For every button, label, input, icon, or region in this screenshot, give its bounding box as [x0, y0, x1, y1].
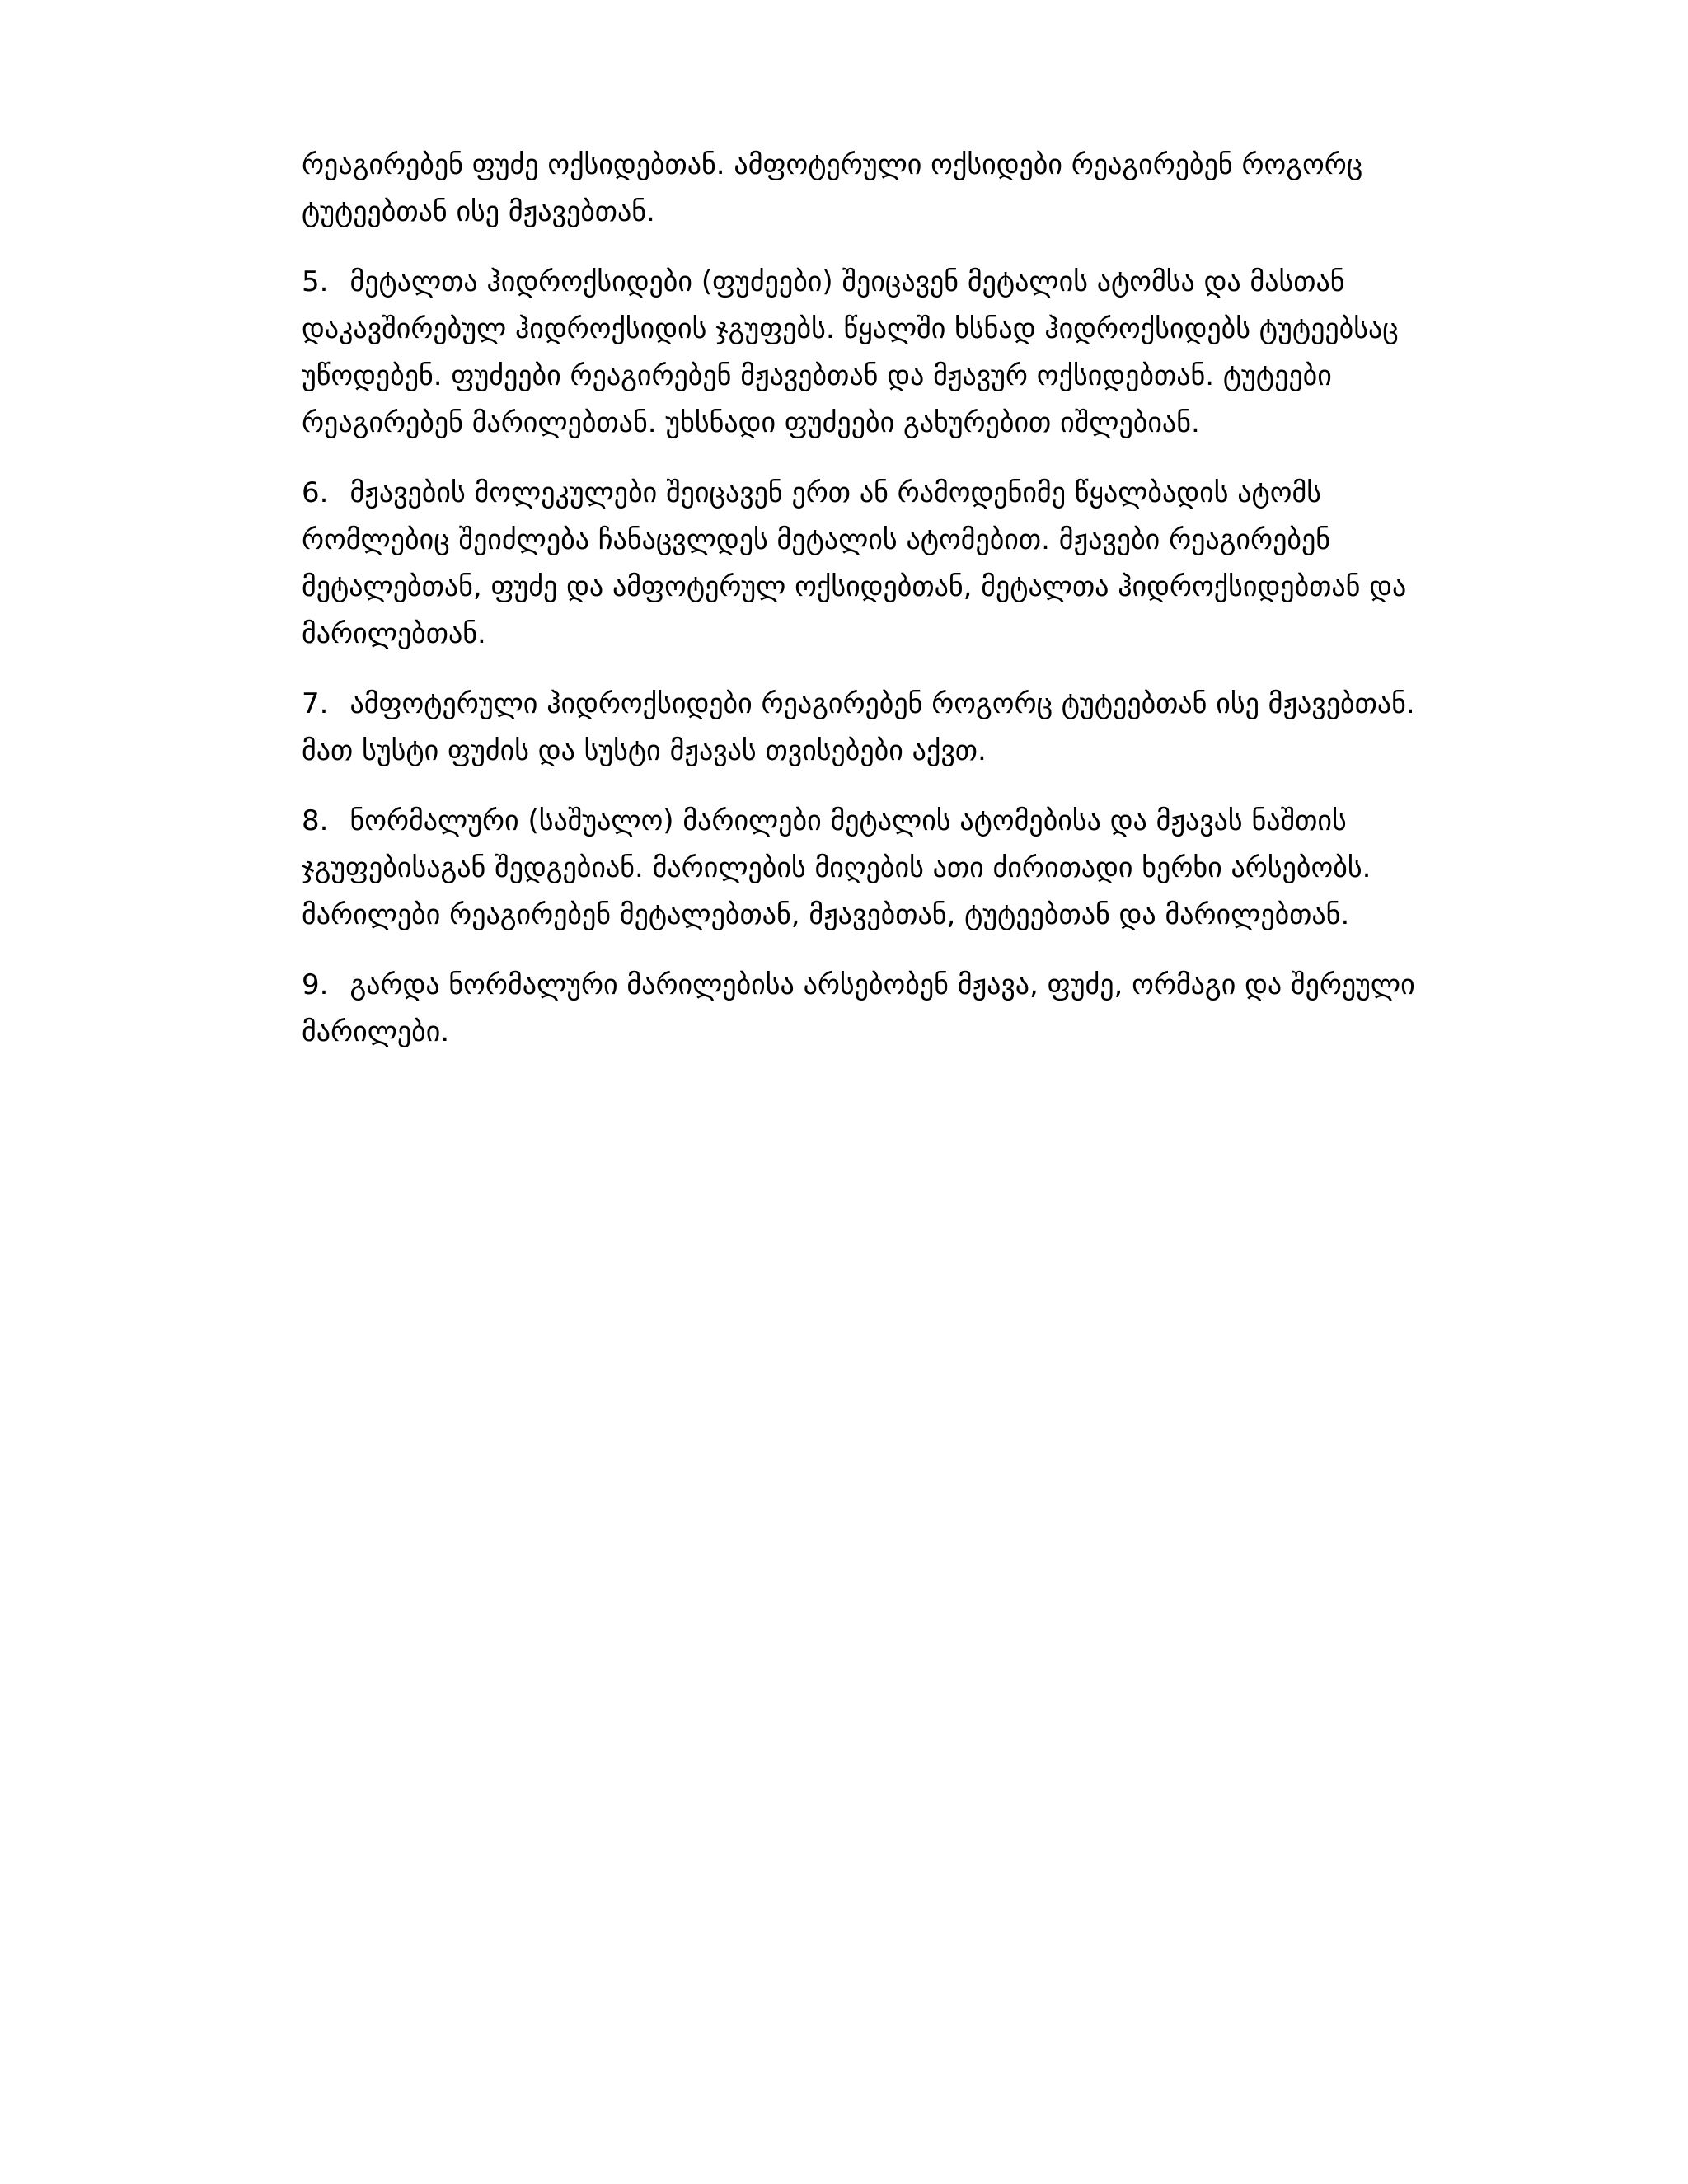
- item-line: გარდა ნორმალური მარილებისა არსებობენ მჟავა, ფუძე, ორმაგი და შერეული: [349, 968, 1415, 1001]
- item-line: დაკავშირებულ ჰიდროქსიდის ჯგუფებს. წყალში ხსნად ჰიდროქსიდებს ტუტეებსაც: [302, 312, 1399, 345]
- item-line: ნორმალური (საშუალო) მარილები მეტალის ატომებისა და მჟავას ნაშთის: [349, 804, 1347, 837]
- item-line: უწოდებენ. ფუძეები რეაგირებენ მჟავებთან და მჟავურ ოქსიდებთან. ტუტეები: [302, 359, 1332, 392]
- intro-line: ტუტეებთან ისე მჟავებთან.: [302, 195, 655, 228]
- item-line: მარილები რეაგირებენ მეტალებთან, მჟავებთან, ტუტეებთან და მარილებთან.: [302, 898, 1350, 931]
- item-number: 9.: [302, 968, 329, 1001]
- item-number: 7.: [302, 687, 329, 720]
- item-number: 5.: [302, 265, 329, 298]
- document-body: [302, 142, 1505, 1079]
- item-line: რეაგირებენ მარილებთან. უხსნადი ფუძეები გახურებით იშლებიან.: [302, 406, 1200, 439]
- item-line: მათ სუსტი ფუძის და სუსტი მჟავას თვისებები აქვთ.: [302, 734, 987, 767]
- item-number: 6.: [302, 476, 329, 509]
- item-line: მეტალებთან, ფუძე და ამფოტერულ ოქსიდებთან, მეტალთა ჰიდროქსიდებთან და: [302, 570, 1407, 603]
- item-line: მეტალთა ჰიდროქსიდები (ფუძეები) შეიცავენ მეტალის ატომსა და მასთან: [349, 265, 1345, 298]
- item-8-paragraph: [302, 798, 1505, 939]
- item-9-paragraph: [302, 962, 1505, 1056]
- item-number: 8.: [302, 804, 329, 837]
- intro-line: რეაგირებენ ფუძე ოქსიდებთან. ამფოტერული ოქსიდები რეაგირებენ როგორც: [302, 148, 1363, 181]
- item-7-paragraph: [302, 681, 1505, 775]
- item-line: მარილები.: [302, 1015, 450, 1048]
- item-6-paragraph: [302, 470, 1505, 658]
- item-line: მარილებთან.: [302, 617, 486, 650]
- item-line: ჯგუფებისაგან შედგებიან. მარილების მიღების ათი ძირითადი ხერხი არსებობს.: [302, 851, 1372, 884]
- intro-paragraph: [302, 142, 1505, 236]
- item-line: რომლებიც შეიძლება ჩანაცვლდეს მეტალის ატომებით. მჟავები რეაგირებენ: [302, 523, 1330, 556]
- item-line: მჟავების მოლეკულები შეიცავენ ერთ ან რამოდენიმე წყალბადის ატომს: [349, 476, 1322, 509]
- item-5-paragraph: [302, 259, 1505, 447]
- item-line: ამფოტერული ჰიდროქსიდები რეაგირებენ როგორც ტუტეებთან ისე მჟავებთან.: [349, 687, 1415, 720]
